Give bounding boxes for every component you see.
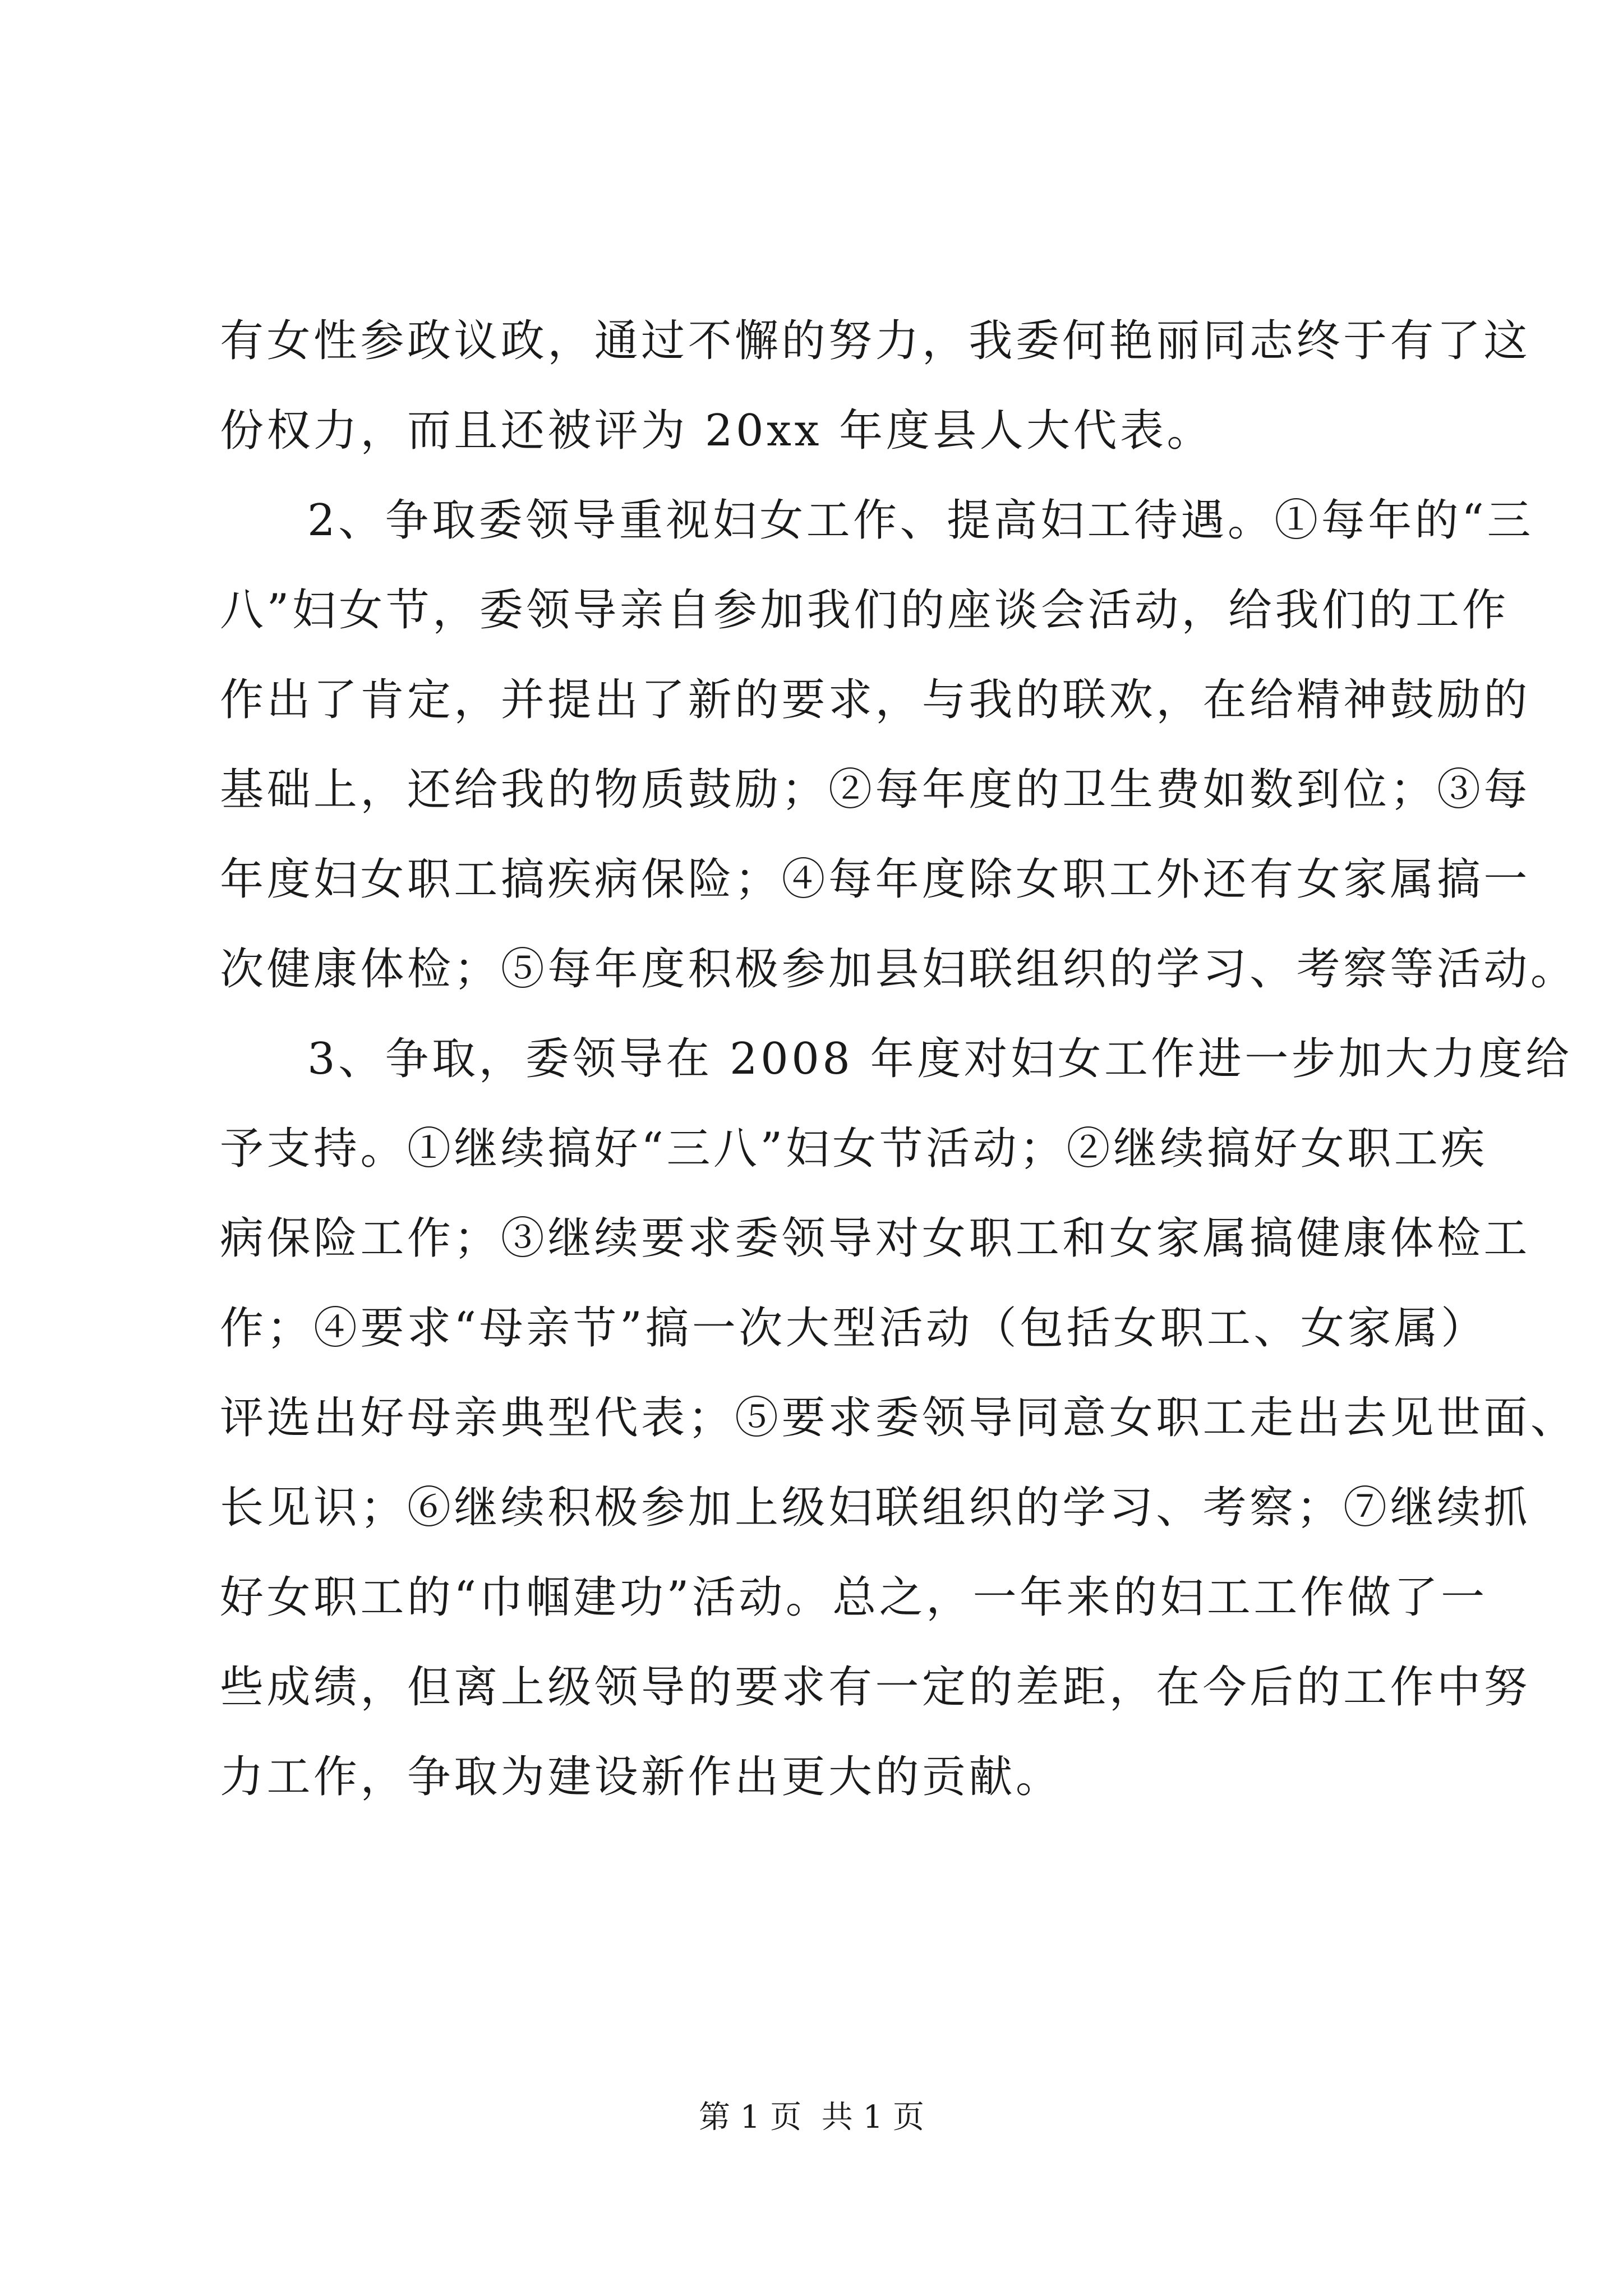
text-line: 作；④要求“母亲节”搞一次大型活动（包括女职工、女家属）	[220, 1303, 1488, 1354]
text-line: 3、争取，委领导在 2008 年度对妇女工作进一步加大力度给	[307, 1034, 1573, 1084]
text-line: 些成绩，但离上级领导的要求有一定的差距，在今后的工作中努	[220, 1662, 1530, 1713]
page-footer: 第 1 页 共 1 页	[698, 2099, 925, 2136]
text-line: 基础上，还给我的物质鼓励；②每年度的卫生费如数到位；③每	[220, 765, 1530, 815]
text-line: 好女职工的“巾帼建功”活动。总之，一年来的妇工工作做了一	[220, 1572, 1488, 1623]
text-line: 病保险工作；③继续要求委领导对女职工和女家属搞健康体检工	[220, 1213, 1530, 1264]
text-line: 评选出好母亲典型代表；⑤要求委领导同意女职工走出去见世面、	[220, 1393, 1578, 1443]
text-line: 份权力，而且还被评为 20xx 年度县人大代表。	[220, 406, 1214, 456]
text-line: 次健康体检；⑤每年度积极参加县妇联组织的学习、考察等活动。	[220, 944, 1578, 995]
text-line: 力工作，争取为建设新作出更大的贡献。	[220, 1752, 1063, 1802]
text-line: 年度妇女职工搞疾病保险；④每年度除女职工外还有女家属搞一	[220, 854, 1530, 905]
text-line: 长见识；⑥继续积极参加上级妇联组织的学习、考察；⑦继续抓	[220, 1483, 1530, 1533]
text-line: 2、争取委领导重视妇女工作、提高妇工待遇。①每年的“三	[307, 495, 1534, 546]
text-line: 作出了肯定，并提出了新的要求，与我的联欢，在给精神鼓励的	[220, 675, 1530, 725]
text-line: 有女性参政议政，通过不懈的努力，我委何艳丽同志终于有了这	[220, 316, 1530, 366]
body-text	[220, 296, 1578, 1822]
text-line: 八”妇女节，委领导亲自参加我们的座谈会活动，给我们的工作	[220, 585, 1509, 636]
text-line: 予支持。①继续搞好“三八”妇女节活动；②继续搞好女职工疾	[220, 1124, 1488, 1174]
